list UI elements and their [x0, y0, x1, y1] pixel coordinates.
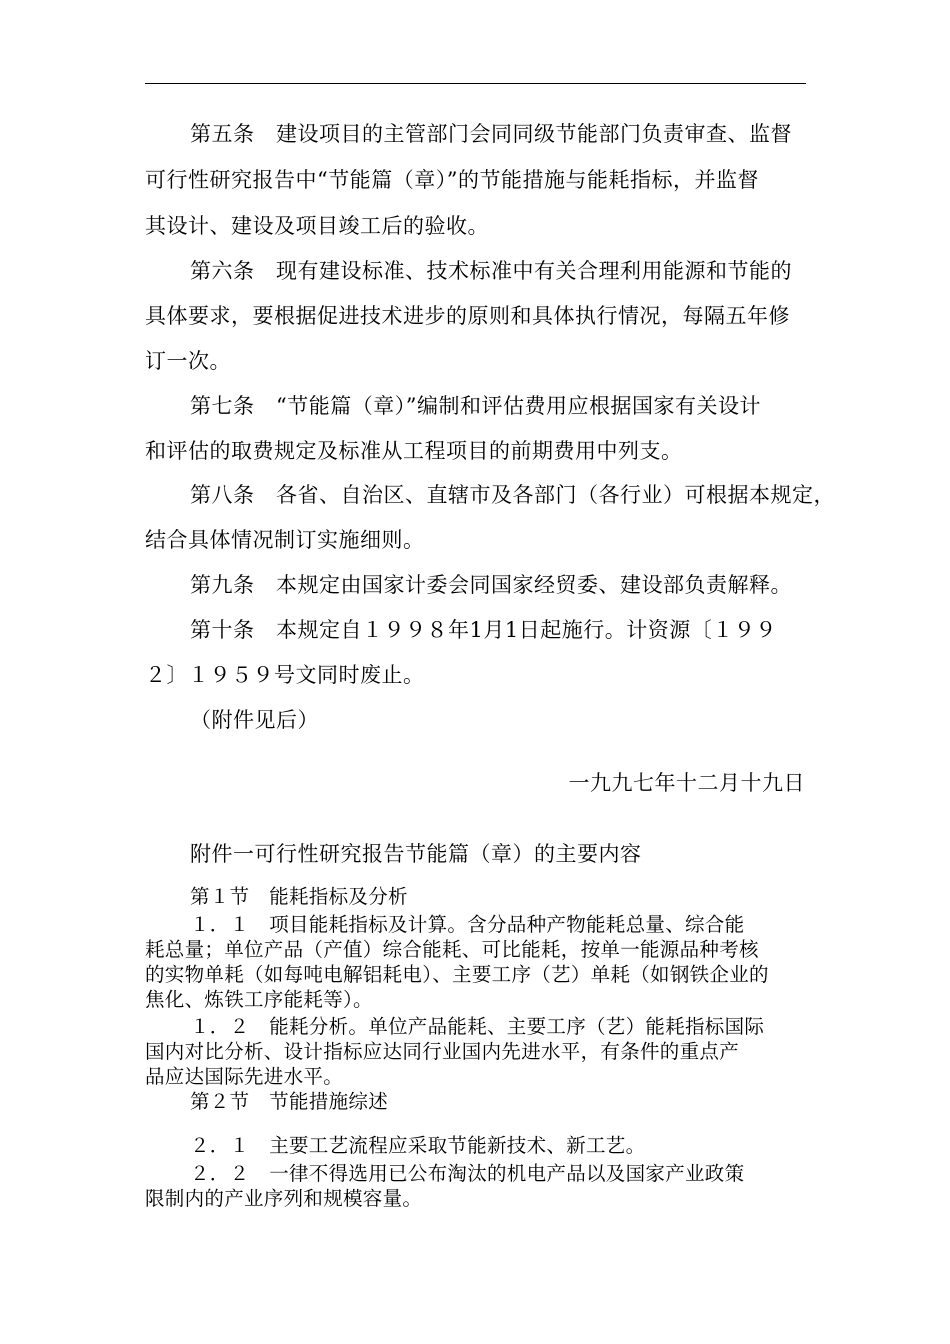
article-6-line-2: 具体要求，要根据促进技术进步的原则和具体执行情况，每隔五年修	[145, 304, 790, 328]
article-6-line-1: 第六条 现有建设标准、技术标准中有关合理利用能源和节能的	[190, 259, 792, 283]
article-9-line-1: 第九条 本规定由国家计委会同国家经贸委、建设部负责解释。	[190, 573, 792, 597]
section-2-item-2-line-2: 限制内的产业序列和规模容量。	[145, 1187, 423, 1210]
section-1-item-1-line-3: 的实物单耗（如每吨电解铝耗电）、主要工序（艺）单耗（如钢铁企业的	[145, 963, 769, 986]
section-1-item-2-line-2: 国内对比分析、设计指标应达同行业国内先进水平，有条件的重点产	[145, 1040, 740, 1063]
section-1-item-1-line-2: 耗总量；单位产品（产值）综合能耗、可比能耗，按单一能源品种考核	[145, 938, 759, 961]
section-1-item-1-line-1: １．１ 项目能耗指标及计算。含分品种产物能耗总量、综合能	[190, 913, 745, 936]
article-7-line-2: 和评估的取费规定及标准从工程项目的前期费用中列支。	[145, 439, 683, 463]
header-rule	[145, 83, 806, 84]
article-5-line-1: 第五条 建设项目的主管部门会同同级节能部门负责审查、监督	[190, 122, 792, 146]
section-1-item-1-line-4: 焦化、炼铁工序能耗等）。	[145, 988, 373, 1011]
article-6-line-3: 订一次。	[145, 349, 231, 373]
issue-date: 一九九七年十二月十九日	[568, 771, 805, 795]
article-5-line-2: 可行性研究报告中“节能篇（章）”的节能措施与能耗指标，并监督	[145, 168, 759, 192]
article-7-line-1: 第七条 “节能篇（章）”编制和评估费用应根据国家有关设计	[190, 394, 761, 418]
section-1-item-2-line-1: １．２ 能耗分析。单位产品能耗、主要工序（艺）能耗指标国际	[190, 1015, 765, 1038]
section-2-heading: 第２节 节能措施综述	[190, 1090, 389, 1113]
section-2-item-2-line-1: ２．２ 一律不得选用已公布淘汰的机电产品以及国家产业政策	[190, 1162, 745, 1185]
section-2-item-1-line-1: ２．１ 主要工艺流程应采取节能新技术、新工艺。	[190, 1134, 646, 1157]
article-10-line-1: 第十条 本规定自１９９８年1月1日起施行。计资源〔１９９	[190, 618, 777, 642]
appendix-title: 附件一可行性研究报告节能篇（章）的主要内容	[190, 842, 642, 866]
article-8-line-2: 结合具体情况制订实施细则。	[145, 528, 425, 552]
article-5-line-3: 其设计、建设及项目竣工后的验收。	[145, 214, 489, 238]
section-1-item-2-line-3: 品应达国际先进水平。	[145, 1065, 344, 1088]
section-1-heading: 第１节 能耗指标及分析	[190, 885, 408, 908]
attachment-note: （附件见后）	[190, 708, 319, 732]
article-8-line-1: 第八条 各省、自治区、直辖市及各部门（各行业）可根据本规定，	[190, 483, 835, 507]
article-10-line-2: ２〕１９５９号文同时废止。	[145, 663, 425, 687]
